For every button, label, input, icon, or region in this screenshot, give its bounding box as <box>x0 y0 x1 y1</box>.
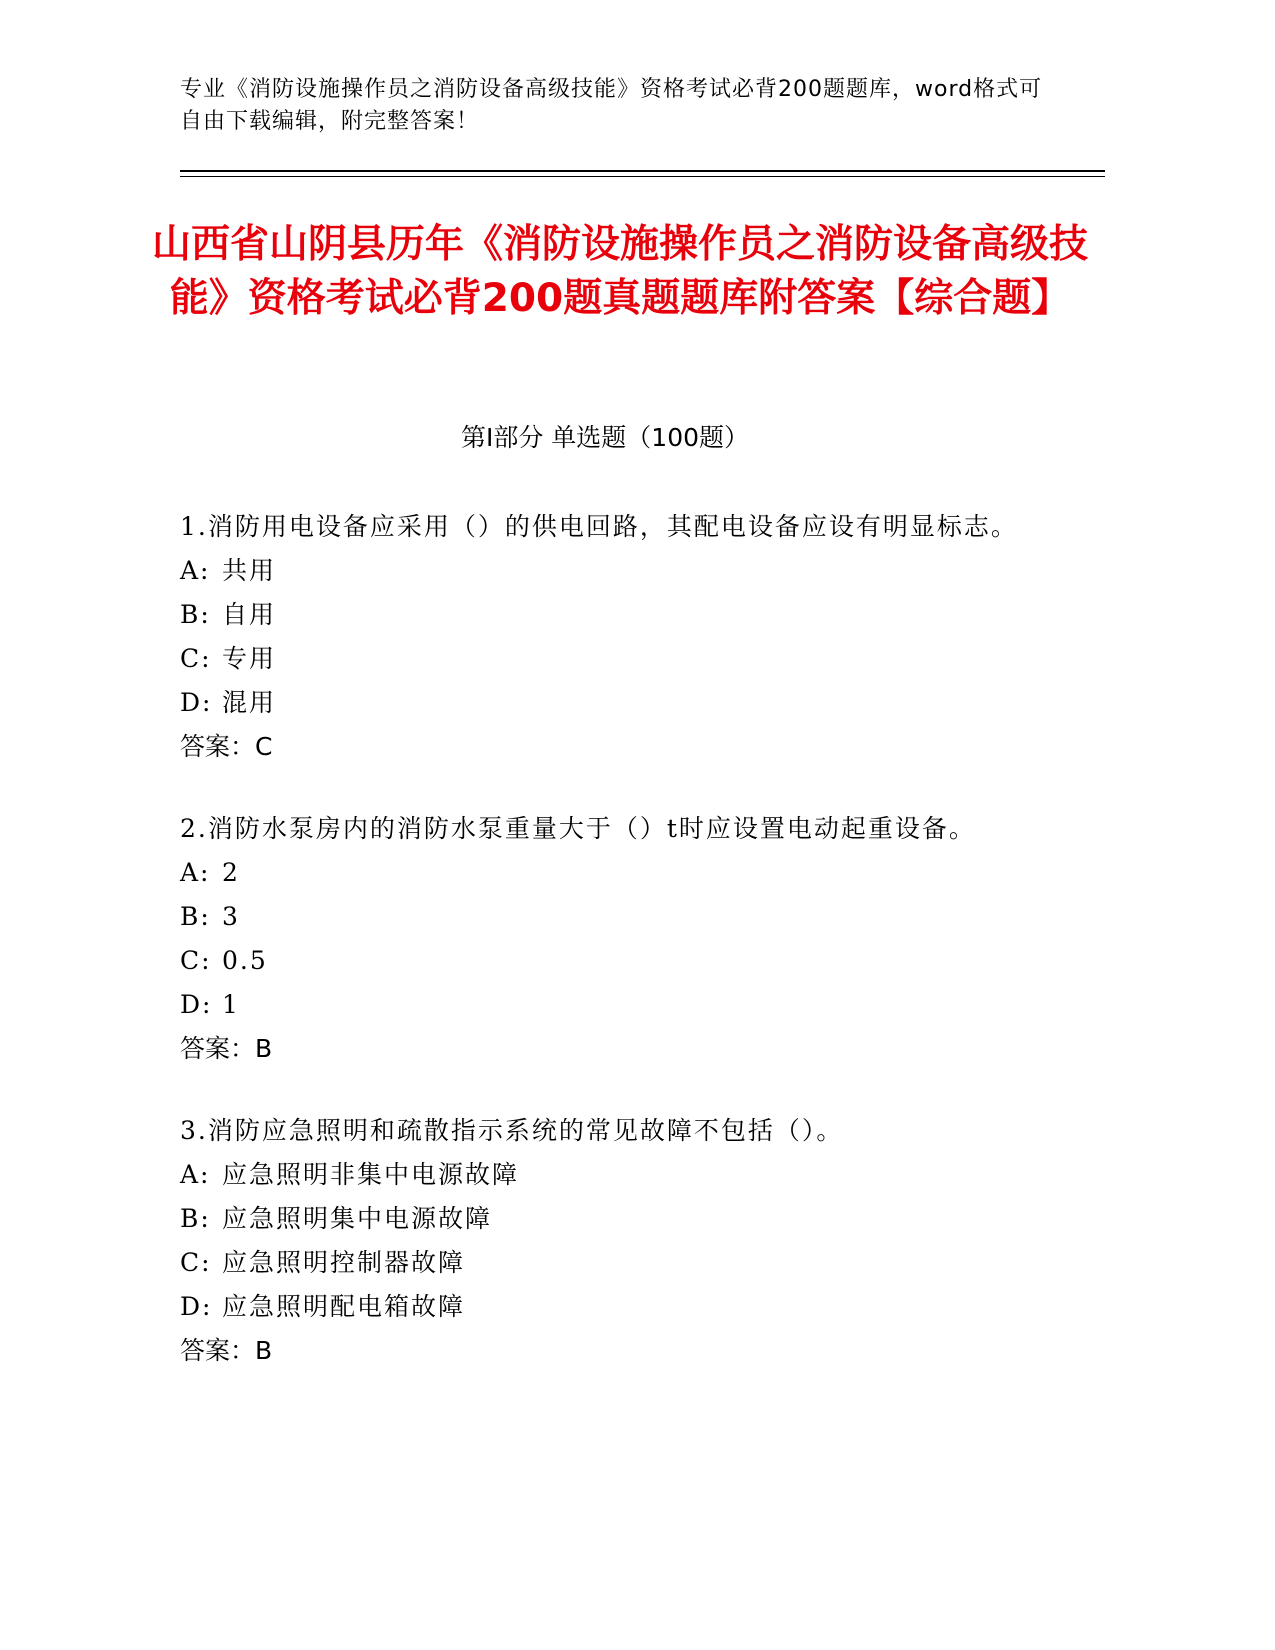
option-letter: A: <box>180 556 211 585</box>
question-list <box>180 505 1060 1411</box>
option-b <box>180 593 1060 637</box>
option-a <box>180 851 1060 895</box>
header-rule-thick <box>180 170 1105 172</box>
option-d <box>180 1285 1060 1329</box>
option-text: 混用 <box>222 688 277 717</box>
option-b <box>180 1197 1060 1241</box>
option-letter: B: <box>180 600 211 629</box>
option-letter: D: <box>180 1292 213 1321</box>
question-2 <box>180 807 1060 1071</box>
option-c <box>180 939 1060 983</box>
option-letter: C: <box>180 644 212 673</box>
option-c <box>180 1241 1060 1285</box>
option-a <box>180 549 1060 593</box>
option-d <box>180 983 1060 1027</box>
section-heading: 第I部分 单选题（100题） <box>460 423 750 452</box>
option-text: 1 <box>222 990 240 1019</box>
option-letter: A: <box>180 858 211 887</box>
option-text: 0.5 <box>222 946 268 975</box>
option-letter: C: <box>180 946 212 975</box>
question-stem: 3.消防应急照明和疏散指示系统的常见故障不包括（）。 <box>180 1116 844 1145</box>
question-stem: 2.消防水泵房内的消防水泵重量大于（）t时应设置电动起重设备。 <box>180 814 976 843</box>
header-rule-thin <box>180 176 1105 177</box>
answer-prefix: 答案： <box>180 1336 256 1365</box>
document-title: 山西省山阴县历年《消防设施操作员之消防设备高级技能》资格考试必背200题真题题库附答案【综合题】 <box>151 222 1088 321</box>
option-text: 3 <box>222 902 240 931</box>
option-text: 自用 <box>222 600 277 629</box>
answer-value: C <box>255 732 273 761</box>
option-text: 2 <box>222 858 240 887</box>
option-text: 应急照明集中电源故障 <box>222 1204 493 1233</box>
answer-value: B <box>255 1336 273 1365</box>
answer-line <box>180 1329 1060 1373</box>
question-3 <box>180 1109 1060 1373</box>
header-note: 专业《消防设施操作员之消防设备高级技能》资格考试必背200题题库，word格式可自由下载编辑，附完整答案！ <box>180 77 1043 134</box>
answer-prefix: 答案： <box>180 732 256 761</box>
option-text: 应急照明控制器故障 <box>222 1248 466 1277</box>
option-c <box>180 637 1060 681</box>
option-text: 共用 <box>222 556 277 585</box>
answer-value: B <box>255 1034 273 1063</box>
option-text: 应急照明非集中电源故障 <box>222 1160 520 1189</box>
option-letter: D: <box>180 688 213 717</box>
option-d <box>180 681 1060 725</box>
option-text: 应急照明配电箱故障 <box>222 1292 466 1321</box>
option-letter: B: <box>180 1204 211 1233</box>
option-b <box>180 895 1060 939</box>
option-letter: B: <box>180 902 211 931</box>
question-1 <box>180 505 1060 769</box>
answer-line <box>180 1027 1060 1071</box>
question-stem: 1.消防用电设备应采用（）的供电回路，其配电设备应设有明显标志。 <box>180 512 1018 541</box>
option-text: 专用 <box>222 644 277 673</box>
answer-prefix: 答案： <box>180 1034 256 1063</box>
option-letter: A: <box>180 1160 211 1189</box>
option-letter: C: <box>180 1248 212 1277</box>
option-a <box>180 1153 1060 1197</box>
answer-line <box>180 725 1060 769</box>
option-letter: D: <box>180 990 213 1019</box>
